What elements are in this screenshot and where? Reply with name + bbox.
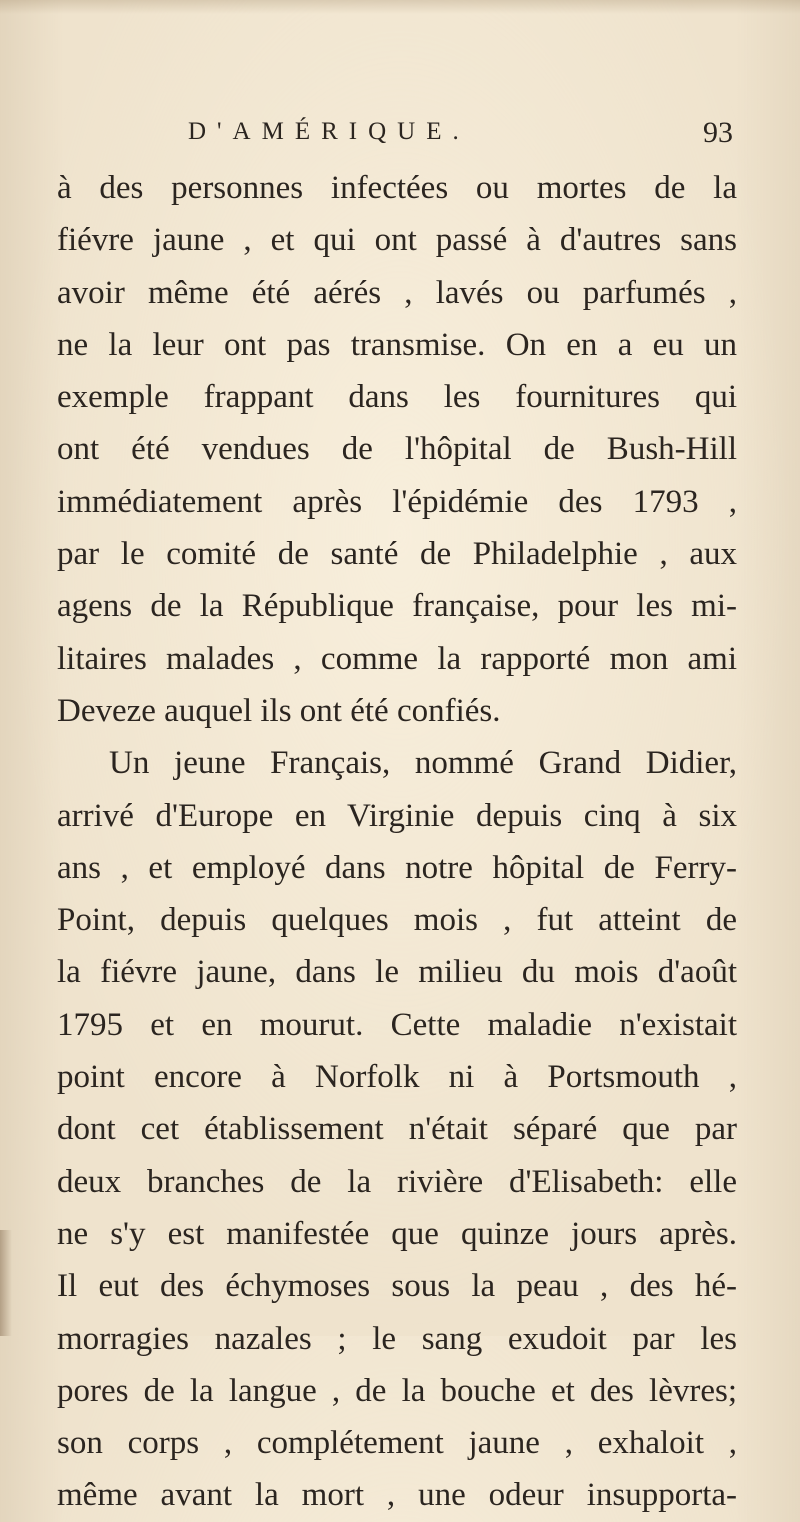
- text-line: pores de la langue , de la bouche et des lèvres;: [57, 1372, 737, 1409]
- text-line: même avant la mort , une odeur insupporta-: [57, 1477, 737, 1514]
- text-line-paragraph-end: Deveze auquel ils ont été confiés.: [57, 692, 501, 729]
- text-line: Il eut des échymoses sous la peau , des hé-: [57, 1268, 737, 1305]
- text-line: avoir même été aérés , lavés ou parfumés ,: [57, 274, 737, 311]
- text-line: litaires malades , comme la rapporté mon ami: [57, 640, 737, 677]
- text-line: agens de la République française, pour les mi-: [57, 588, 737, 625]
- text-line: ne s'y est manifestée que quinze jours après.: [57, 1215, 737, 1252]
- text-line: à des personnes infectées ou mortes de la: [57, 170, 737, 206]
- running-head: [0, 118, 800, 158]
- text-line: morragies nazales ; le sang exudoit par les: [57, 1320, 737, 1357]
- text-line-paragraph-start: Un jeune Français, nommé Grand Didier,: [109, 745, 737, 782]
- page-edge-shadow: [0, 1230, 12, 1336]
- text-line: la fiévre jaune, dans le milieu du mois d'août: [57, 954, 737, 991]
- text-line: deux branches de la rivière d'Elisabeth: elle: [57, 1163, 737, 1200]
- text-line: immédiatement après l'épidémie des 1793 ,: [57, 483, 737, 520]
- text-line: 1795 et en mourut. Cette maladie n'existait: [57, 1006, 737, 1043]
- text-line: dont cet établissement n'était séparé que par: [57, 1111, 737, 1148]
- text-line: par le comité de santé de Philadelphie , aux: [57, 536, 737, 573]
- running-head-title: D'AMÉRIQUE.: [188, 118, 470, 145]
- text-line: ont été vendues de l'hôpital de Bush-Hill: [57, 431, 737, 468]
- page-number: 93: [703, 116, 733, 149]
- page-top-shadow: [0, 0, 800, 14]
- text-line: Point, depuis quelques mois , fut atteint de: [57, 902, 737, 939]
- text-line: point encore à Norfolk ni à Portsmouth ,: [57, 1059, 737, 1096]
- text-line: son corps , complétement jaune , exhaloit ,: [57, 1425, 737, 1462]
- text-line: ans , et employé dans notre hôpital de Ferry-: [57, 849, 737, 886]
- text-line: ne la leur ont pas transmise. On en a eu un: [57, 326, 737, 363]
- text-line: arrivé d'Europe en Virginie depuis cinq à six: [57, 797, 737, 834]
- text-line: fiévre jaune , et qui ont passé à d'autres sans: [57, 222, 737, 259]
- body-text: [57, 162, 737, 1522]
- text-line: exemple frappant dans les fournitures qui: [57, 379, 737, 416]
